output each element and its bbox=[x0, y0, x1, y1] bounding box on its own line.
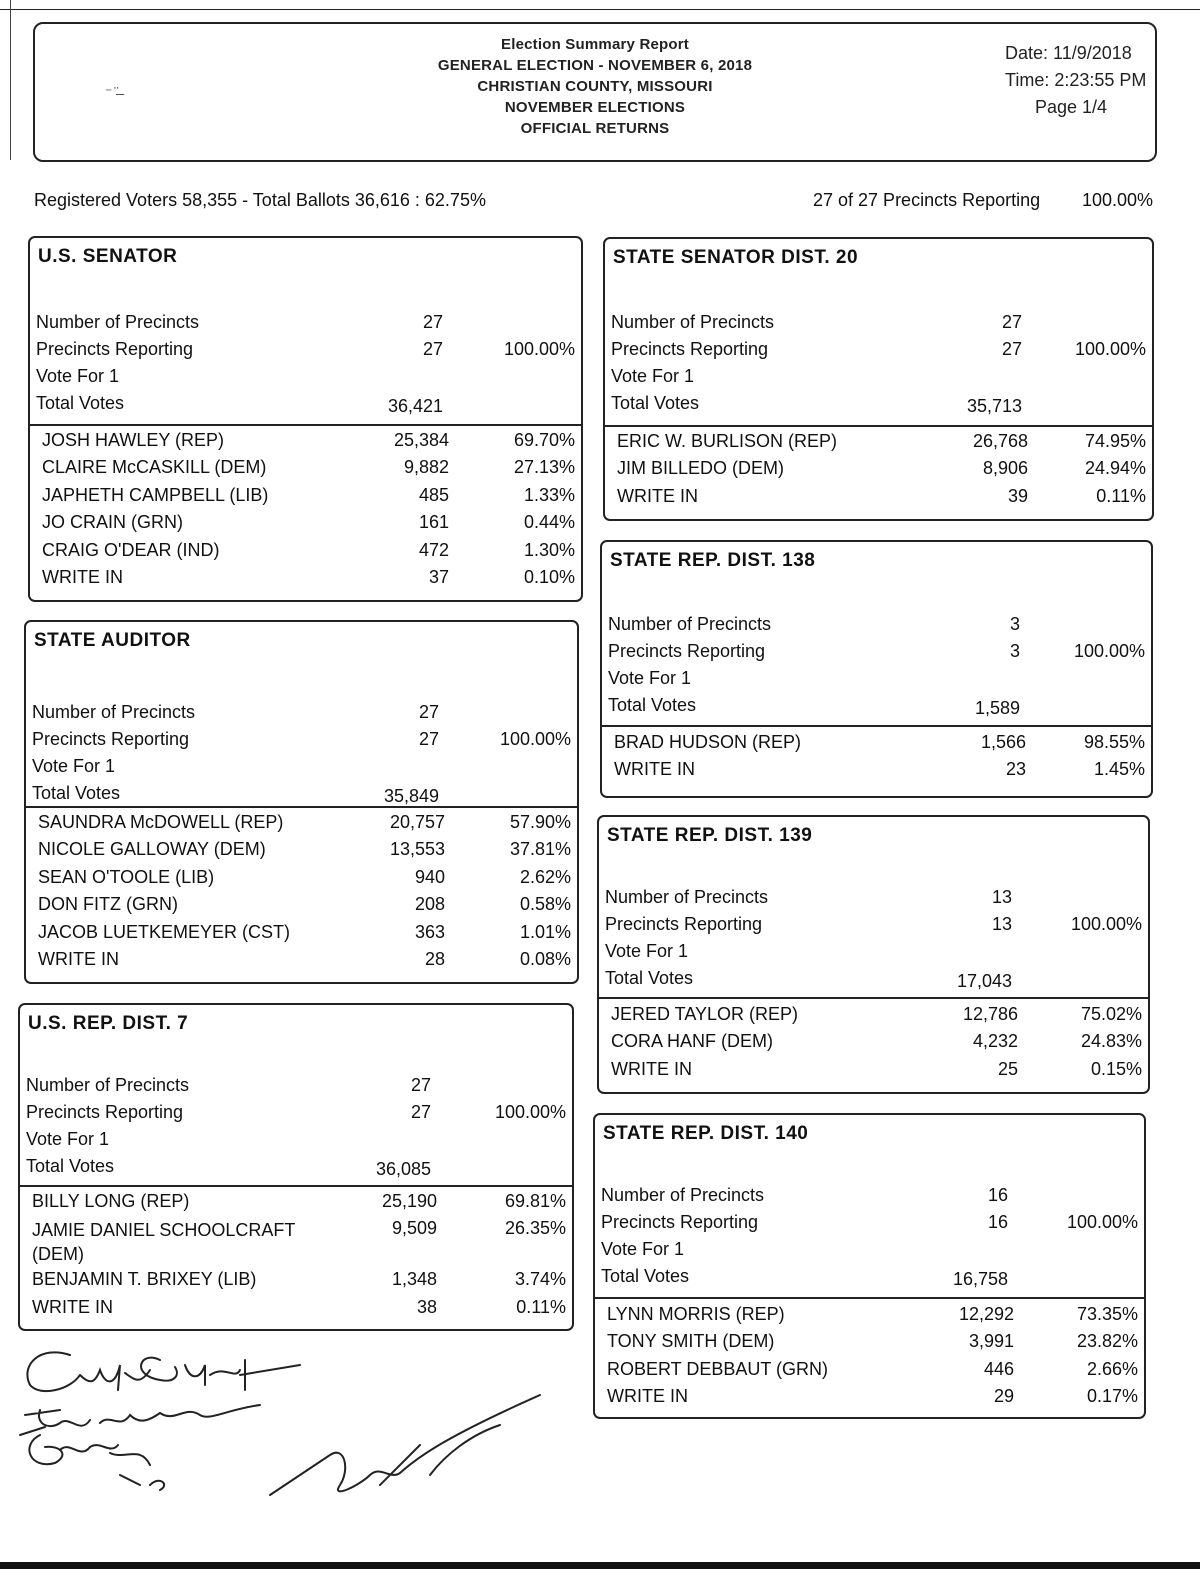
page-number: Page 1/4 bbox=[1035, 97, 1108, 117]
total-votes-row bbox=[601, 1266, 1138, 1293]
candidate-votes: 161 bbox=[418, 512, 449, 533]
candidate-percent: 57.90% bbox=[509, 812, 571, 832]
number-of-precincts-row bbox=[605, 887, 1142, 914]
results-divider bbox=[605, 425, 1152, 427]
precincts-reporting-percent: 100.00% bbox=[1074, 339, 1146, 359]
vote-for-label: Vote For 1 bbox=[608, 668, 692, 688]
candidate-name: BRAD HUDSON (REP) bbox=[614, 732, 802, 752]
vote-for-row bbox=[36, 366, 575, 393]
total-votes-label: Total Votes bbox=[601, 1266, 690, 1286]
vote-for-label: Vote For 1 bbox=[611, 366, 695, 386]
results-divider bbox=[595, 1297, 1144, 1299]
candidate-votes: 25,384 bbox=[393, 430, 449, 450]
candidate-row bbox=[42, 567, 575, 594]
precincts-reporting-value: 3 bbox=[1009, 641, 1020, 661]
precincts-reporting-value: 27 bbox=[410, 1102, 431, 1122]
candidate-name: JO CRAIN (GRN) bbox=[42, 512, 183, 533]
number-of-precincts-row bbox=[601, 1185, 1138, 1212]
candidate-percent: 26.35% bbox=[504, 1218, 566, 1239]
precincts-reporting-label: Precincts Reporting bbox=[36, 339, 194, 359]
candidate-percent: 0.17% bbox=[1086, 1386, 1138, 1407]
race-title: STATE REP. DIST. 140 bbox=[603, 1123, 809, 1144]
candidate-name: BENJAMIN T. BRIXEY (LIB) bbox=[32, 1269, 257, 1290]
county-name: CHRISTIAN COUNTY, MISSOURI bbox=[477, 78, 713, 95]
candidate-name: WRITE IN bbox=[38, 949, 119, 969]
candidate-percent: 69.70% bbox=[513, 430, 575, 450]
precincts-reporting-summary: 27 of 27 Precincts Reporting bbox=[813, 190, 1041, 210]
results-divider bbox=[602, 725, 1151, 727]
candidate-percent: 98.55% bbox=[1083, 732, 1145, 752]
candidate-percent: 0.58% bbox=[519, 894, 571, 915]
candidate-percent: 0.11% bbox=[516, 1296, 566, 1317]
election-series: NOVEMBER ELECTIONS bbox=[504, 99, 686, 116]
number-of-precincts-value: 27 bbox=[418, 702, 439, 722]
candidate-name: WRITE IN bbox=[617, 485, 698, 506]
candidate-votes: 26,768 bbox=[972, 431, 1028, 451]
total-votes-label: Total Votes bbox=[36, 393, 125, 413]
candidate-percent: 3.74% bbox=[514, 1269, 566, 1290]
number-of-precincts-row bbox=[608, 614, 1145, 641]
number-of-precincts-value: 27 bbox=[410, 1075, 431, 1095]
precincts-reporting-row bbox=[601, 1212, 1138, 1239]
candidate-percent: 0.15% bbox=[1090, 1058, 1142, 1079]
report-date: Date: 11/9/2018 bbox=[1005, 43, 1132, 63]
candidate-votes: 8,906 bbox=[982, 458, 1028, 479]
candidate-percent: 0.11% bbox=[1096, 485, 1146, 506]
race-box bbox=[18, 1003, 574, 1331]
race-box bbox=[24, 620, 579, 984]
precincts-reporting-label: Precincts Reporting bbox=[26, 1102, 184, 1122]
vote-for-row bbox=[611, 366, 1146, 393]
candidate-votes: 29 bbox=[993, 1386, 1014, 1407]
report-meta bbox=[1005, 40, 1146, 121]
candidate-row bbox=[607, 1304, 1138, 1331]
precincts-reporting-label: Precincts Reporting bbox=[605, 914, 763, 934]
number-of-precincts-label: Number of Precincts bbox=[26, 1075, 190, 1095]
candidate-name: ROBERT DEBBAUT (GRN) bbox=[607, 1358, 829, 1379]
number-of-precincts-row bbox=[26, 1075, 566, 1102]
candidate-row bbox=[42, 512, 575, 539]
precincts-reporting-row bbox=[605, 914, 1142, 941]
candidate-percent: 0.08% bbox=[519, 949, 571, 969]
vote-for-label: Vote For 1 bbox=[601, 1239, 685, 1259]
race-box bbox=[593, 1113, 1146, 1419]
report-time: Time: 2:23:55 PM bbox=[1005, 70, 1147, 90]
candidate-votes: 4,232 bbox=[972, 1031, 1018, 1052]
report-header bbox=[33, 22, 1157, 162]
precincts-reporting-row bbox=[36, 339, 575, 366]
candidate-row bbox=[607, 1359, 1138, 1386]
total-votes-row bbox=[36, 393, 575, 420]
vote-for-row bbox=[608, 668, 1145, 695]
candidate-votes: 25 bbox=[997, 1058, 1018, 1079]
total-votes-row bbox=[26, 1156, 566, 1183]
candidate-row bbox=[32, 1191, 566, 1218]
total-votes-row bbox=[611, 393, 1146, 420]
official-signatures bbox=[0, 1335, 560, 1535]
candidate-percent: 75.02% bbox=[1080, 1004, 1142, 1024]
precincts-reporting-value: 16 bbox=[987, 1212, 1008, 1232]
number-of-precincts-label: Number of Precincts bbox=[32, 702, 196, 722]
candidate-name: WRITE IN bbox=[32, 1296, 113, 1317]
total-votes-label: Total Votes bbox=[611, 393, 700, 413]
candidate-name: WRITE IN bbox=[614, 759, 695, 780]
candidate-name: TONY SMITH (DEM) bbox=[607, 1331, 775, 1352]
candidate-votes: 20,757 bbox=[389, 812, 445, 832]
vote-for-row bbox=[601, 1239, 1138, 1266]
report-title: Election Summary Report bbox=[501, 36, 689, 53]
vote-for-row bbox=[26, 1129, 566, 1156]
candidate-votes: 9,882 bbox=[403, 457, 449, 478]
candidate-votes: 9,509 bbox=[391, 1218, 437, 1239]
precincts-reporting-percent: 100.00% bbox=[494, 1102, 566, 1122]
candidate-row bbox=[611, 1059, 1142, 1086]
candidate-percent: 73.35% bbox=[1076, 1304, 1138, 1324]
candidate-row bbox=[32, 1269, 566, 1296]
candidate-name: SEAN O'TOOLE (LIB) bbox=[38, 866, 215, 887]
candidate-row bbox=[617, 431, 1146, 458]
race-title: STATE AUDITOR bbox=[34, 630, 191, 651]
candidate-votes: 472 bbox=[418, 539, 449, 560]
candidate-percent: 69.81% bbox=[504, 1191, 566, 1211]
left-margin-line bbox=[10, 0, 11, 160]
candidate-row bbox=[617, 486, 1146, 513]
candidate-votes: 446 bbox=[983, 1358, 1014, 1379]
candidate-votes: 3,991 bbox=[968, 1331, 1014, 1352]
top-border bbox=[0, 9, 1200, 10]
candidate-name: CRAIG O'DEAR (IND) bbox=[42, 539, 220, 560]
returns-type: OFFICIAL RETURNS bbox=[520, 120, 670, 137]
candidate-votes: 13,553 bbox=[389, 839, 445, 860]
candidate-name: CORA HANF (DEM) bbox=[611, 1031, 773, 1052]
number-of-precincts-value: 16 bbox=[987, 1185, 1008, 1205]
race-title: STATE SENATOR DIST. 20 bbox=[613, 247, 859, 268]
total-votes-label: Total Votes bbox=[605, 968, 694, 988]
candidate-votes: 485 bbox=[418, 484, 449, 505]
candidate-row bbox=[38, 812, 571, 839]
total-votes-value: 36,421 bbox=[387, 396, 443, 416]
candidate-row bbox=[607, 1386, 1138, 1413]
vote-for-row bbox=[605, 941, 1142, 968]
candidate-row bbox=[611, 1031, 1142, 1058]
candidate-row bbox=[32, 1297, 566, 1324]
precincts-reporting-row bbox=[611, 339, 1146, 366]
race-box bbox=[28, 236, 583, 602]
race-box bbox=[600, 540, 1153, 798]
total-votes-label: Total Votes bbox=[32, 783, 121, 803]
number-of-precincts-value: 3 bbox=[1009, 614, 1020, 634]
race-title: U.S. SENATOR bbox=[38, 246, 178, 267]
precincts-reporting-value: 27 bbox=[422, 339, 443, 359]
precincts-reporting-percent: 100.00% bbox=[1082, 190, 1154, 210]
precincts-reporting-row bbox=[26, 1102, 566, 1129]
race-title: STATE REP. DIST. 138 bbox=[610, 550, 816, 571]
bottom-border bbox=[0, 1562, 1200, 1569]
candidate-percent: 24.83% bbox=[1080, 1031, 1142, 1052]
number-of-precincts-value: 27 bbox=[422, 312, 443, 332]
results-divider bbox=[30, 424, 581, 426]
race-title: U.S. REP. DIST. 7 bbox=[28, 1013, 189, 1034]
vote-for-label: Vote For 1 bbox=[32, 756, 116, 776]
candidate-name: WRITE IN bbox=[42, 567, 123, 587]
vote-for-label: Vote For 1 bbox=[36, 366, 120, 386]
total-votes-value: 36,085 bbox=[375, 1159, 431, 1179]
vote-for-label: Vote For 1 bbox=[26, 1129, 110, 1149]
number-of-precincts-label: Number of Precincts bbox=[601, 1185, 765, 1205]
candidate-percent: 23.82% bbox=[1076, 1331, 1138, 1352]
candidate-name: JOSH HAWLEY (REP) bbox=[42, 430, 225, 450]
number-of-precincts-value: 13 bbox=[991, 887, 1012, 907]
candidate-votes: 12,786 bbox=[962, 1004, 1018, 1024]
candidate-name: WRITE IN bbox=[607, 1386, 688, 1407]
race-box bbox=[597, 815, 1150, 1094]
candidate-percent: 24.94% bbox=[1084, 458, 1146, 479]
candidate-votes: 28 bbox=[424, 949, 445, 969]
candidate-name: LYNN MORRIS (REP) bbox=[607, 1304, 785, 1324]
candidate-percent: 1.45% bbox=[1093, 759, 1145, 780]
precincts-reporting-value: 27 bbox=[418, 729, 439, 749]
candidate-row bbox=[32, 1218, 566, 1265]
candidate-percent: 27.13% bbox=[513, 457, 575, 478]
total-votes-value: 35,713 bbox=[966, 396, 1022, 416]
candidate-name: DON FITZ (GRN) bbox=[38, 894, 178, 915]
precincts-reporting-value: 27 bbox=[1001, 339, 1022, 359]
candidate-votes: 25,190 bbox=[381, 1191, 437, 1211]
candidate-percent: 74.95% bbox=[1084, 431, 1146, 451]
candidate-percent: 0.10% bbox=[523, 567, 575, 587]
candidate-name: SAUNDRA McDOWELL (REP) bbox=[38, 812, 284, 832]
precincts-reporting-row bbox=[32, 729, 571, 756]
precincts-reporting-percent: 100.00% bbox=[1066, 1212, 1138, 1232]
candidate-row bbox=[617, 458, 1146, 485]
candidate-name: JAPHETH CAMPBELL (LIB) bbox=[42, 484, 269, 505]
candidate-votes: 1,566 bbox=[980, 732, 1026, 752]
precincts-reporting-label: Precincts Reporting bbox=[611, 339, 769, 359]
vote-for-label: Vote For 1 bbox=[605, 941, 689, 961]
vote-for-row bbox=[32, 756, 571, 783]
candidate-name: WRITE IN bbox=[611, 1058, 692, 1079]
precincts-reporting-label: Precincts Reporting bbox=[32, 729, 190, 749]
candidate-row bbox=[38, 922, 571, 949]
precincts-reporting-label: Precincts Reporting bbox=[608, 641, 766, 661]
candidate-votes: 38 bbox=[416, 1296, 437, 1317]
candidate-name: ERIC W. BURLISON (REP) bbox=[617, 431, 838, 451]
race-title: STATE REP. DIST. 139 bbox=[607, 825, 813, 846]
candidate-row bbox=[38, 894, 571, 921]
candidate-percent: 2.66% bbox=[1086, 1358, 1138, 1379]
total-votes-value: 17,043 bbox=[956, 971, 1012, 991]
number-of-precincts-row bbox=[32, 702, 571, 729]
candidate-name: JACOB LUETKEMEYER (CST) bbox=[38, 921, 291, 942]
candidate-percent: 0.44% bbox=[523, 512, 575, 533]
number-of-precincts-row bbox=[36, 312, 575, 339]
results-divider bbox=[26, 806, 577, 808]
candidate-row bbox=[42, 430, 575, 457]
candidate-row bbox=[42, 457, 575, 484]
candidate-votes: 37 bbox=[428, 567, 449, 587]
candidate-name: JAMIE DANIEL SCHOOLCRAFT (DEM) bbox=[32, 1220, 296, 1265]
candidate-row bbox=[38, 867, 571, 894]
candidate-votes: 12,292 bbox=[958, 1304, 1014, 1324]
registered-voters-summary: Registered Voters 58,355 - Total Ballots 36,616 : 62.75% bbox=[34, 190, 486, 210]
report-title-block bbox=[35, 34, 1155, 139]
candidate-name: JERED TAYLOR (REP) bbox=[611, 1004, 799, 1024]
candidate-row bbox=[611, 1004, 1142, 1031]
candidate-row bbox=[614, 759, 1145, 786]
precincts-reporting-percent: 100.00% bbox=[1073, 641, 1145, 661]
candidate-votes: 363 bbox=[414, 921, 445, 942]
precincts-reporting-percent: 100.00% bbox=[1070, 914, 1142, 934]
number-of-precincts-label: Number of Precincts bbox=[608, 614, 772, 634]
precincts-reporting-percent: 100.00% bbox=[499, 729, 571, 749]
candidate-row bbox=[38, 949, 571, 976]
candidate-row bbox=[42, 540, 575, 567]
total-votes-row bbox=[608, 695, 1145, 722]
candidate-name: NICOLE GALLOWAY (DEM) bbox=[38, 839, 266, 860]
candidate-votes: 1,348 bbox=[391, 1269, 437, 1290]
precincts-reporting-label: Precincts Reporting bbox=[601, 1212, 759, 1232]
candidate-votes: 39 bbox=[1007, 485, 1028, 506]
candidate-row bbox=[42, 485, 575, 512]
number-of-precincts-value: 27 bbox=[1001, 312, 1022, 332]
total-votes-value: 1,589 bbox=[974, 698, 1020, 718]
number-of-precincts-label: Number of Precincts bbox=[605, 887, 769, 907]
candidate-row bbox=[38, 839, 571, 866]
results-divider bbox=[20, 1185, 572, 1187]
total-votes-value: 35,849 bbox=[383, 786, 439, 806]
precincts-reporting-percent: 100.00% bbox=[503, 339, 575, 359]
candidate-percent: 1.33% bbox=[523, 484, 575, 505]
precincts-reporting-value: 13 bbox=[991, 914, 1012, 934]
candidate-percent: 37.81% bbox=[509, 839, 571, 860]
results-divider bbox=[599, 997, 1148, 999]
candidate-name: JIM BILLEDO (DEM) bbox=[617, 458, 785, 479]
total-votes-value: 16,758 bbox=[952, 1269, 1008, 1289]
candidate-votes: 940 bbox=[414, 866, 445, 887]
candidate-percent: 2.62% bbox=[519, 866, 571, 887]
total-votes-label: Total Votes bbox=[26, 1156, 115, 1176]
total-votes-label: Total Votes bbox=[608, 695, 697, 715]
candidate-name: BILLY LONG (REP) bbox=[32, 1191, 190, 1211]
race-box bbox=[603, 237, 1154, 521]
number-of-precincts-label: Number of Precincts bbox=[36, 312, 200, 332]
number-of-precincts-row bbox=[611, 312, 1146, 339]
candidate-percent: 1.01% bbox=[519, 921, 571, 942]
total-votes-row bbox=[605, 968, 1142, 995]
number-of-precincts-label: Number of Precincts bbox=[611, 312, 775, 332]
candidate-votes: 23 bbox=[1005, 759, 1026, 780]
candidate-name: CLAIRE McCASKILL (DEM) bbox=[42, 457, 267, 478]
scan-mark-icon: ⁻ ̈ ̶ bbox=[105, 84, 121, 100]
election-name: GENERAL ELECTION - NOVEMBER 6, 2018 bbox=[437, 57, 753, 74]
candidate-row bbox=[614, 732, 1145, 759]
candidate-row bbox=[607, 1331, 1138, 1358]
candidate-percent: 1.30% bbox=[523, 539, 575, 560]
precincts-reporting-row bbox=[608, 641, 1145, 668]
candidate-votes: 208 bbox=[414, 894, 445, 915]
